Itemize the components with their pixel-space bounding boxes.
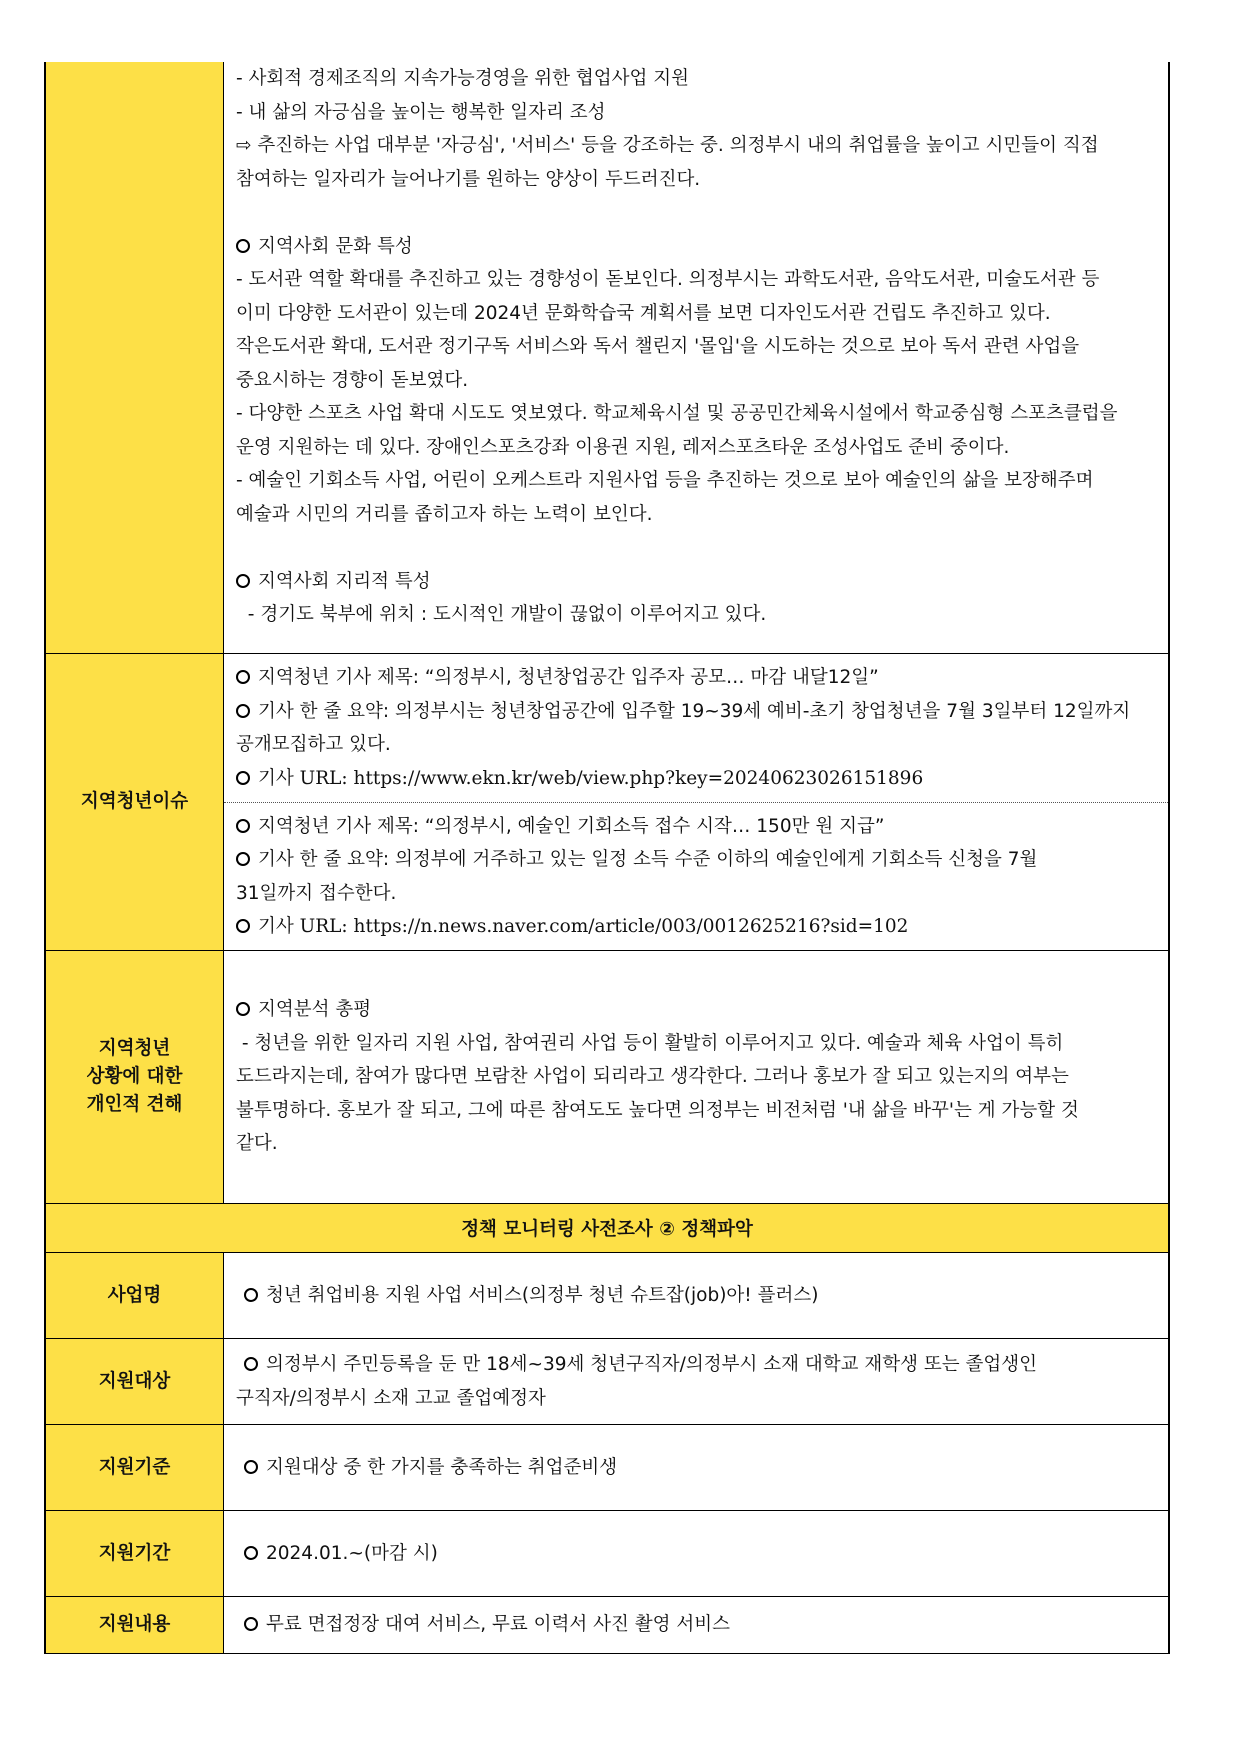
label-line: 지역청년 [98,1038,171,1060]
text-line: 불투명하다. 홍보가 잘 되고, 그에 따른 참여도도 높다면 의정부는 비전처럼 '내 삶을 바꾸'는 게 가능할 것 [236,1099,1079,1121]
circle-bullet-icon [236,852,250,866]
policy-content-text: 무료 면접정장 대여 서비스, 무료 이력서 사진 촬영 서비스 [266,1614,730,1636]
text-line: ⇨ 추진하는 사업 대부분 '자긍심', '서비스' 등을 강조하는 중. 의정부시 내의 취업률을 높이고 시민들이 직접 [236,135,1099,156]
geography-heading [236,565,1158,599]
policy-target-cont: 구직자/의정부시 소재 고교 졸업예정자 [236,1387,546,1409]
label-line: 상황에 대한 [86,1066,183,1088]
policy-period-text: 2024.01.~(마감 시) [266,1542,438,1564]
policy-criteria-content [224,1425,1168,1510]
analysis-heading [236,993,1158,1027]
spacer [236,196,1158,230]
youth-issue-row [44,654,1170,951]
policy-name-label: 사업명 [46,1253,224,1338]
article-1-summary-cont: 공개모집하고 있다. [236,734,391,755]
policy-section-heading: 정책 모니터링 사전조사 ② 정책파악 [44,1204,1170,1253]
policy-name [244,1279,1158,1313]
article-1-summary [236,695,1158,729]
youth-issue-content [224,654,1168,950]
policy-content-row [44,1597,1170,1654]
policy-name-content [224,1253,1168,1338]
label-cell-empty [46,62,224,653]
text-line: - 사회적 경제조직의 지속가능경영을 위한 협업사업 지원 [236,68,689,89]
text-line: - 경기도 북부에 위치 : 도시적인 개발이 끊없이 이루어지고 있다. [236,604,767,625]
document-table [44,62,1170,1654]
text-line: 이미 다양한 도서관이 있는데 2024년 문화학습국 계획서를 보면 디자인도서관 건립도 추진하고 있다. [236,302,1051,324]
region-characteristics-content [224,62,1168,653]
circle-bullet-icon [236,1002,250,1016]
circle-bullet-icon [236,771,250,785]
text-line: 운영 지원하는 데 있다. 장애인스포츠강좌 이용권 지원, 레저스포츠타운 조성사업도 준비 중이다. [236,436,1010,458]
culture-heading [236,230,1158,264]
region-characteristics-row [44,62,1170,654]
circle-bullet-icon [244,1288,258,1302]
article-1-url[interactable] [236,762,1158,796]
circle-bullet-icon [244,1546,258,1560]
circle-bullet-icon [236,670,250,684]
policy-target-text: 의정부시 주민등록을 둔 만 18세~39세 청년구직자/의정부시 소재 대학교 재학생 또는 졸업생인 [266,1354,1037,1375]
youth-issue-label: 지역청년이슈 [46,654,224,950]
article-2-url-text[interactable]: 기사 URL: https://n.news.naver.com/article/003/0012625216?sid=102 [258,916,909,937]
circle-bullet-icon [236,819,250,833]
policy-name-row [44,1253,1170,1339]
policy-target-content [224,1339,1168,1424]
circle-bullet-icon [236,919,250,933]
text-line: 작은도서관 확대, 도서관 정기구독 서비스와 독서 챌린지 '몰입'을 시도하는 것으로 보아 독서 관련 사업을 [236,336,1080,357]
policy-content-label: 지원내용 [46,1597,224,1653]
policy-criteria-text: 지원대상 중 한 가지를 충족하는 취업준비생 [266,1456,618,1478]
text-line: - 다양한 스포츠 사업 확대 시도도 엿보였다. 학교체육시설 및 공공민간체육시설에서 학교중심형 스포츠클럽을 [236,403,1118,424]
article-1-title-text: 지역청년 기사 제목: “의정부시, 청년창업공간 입주자 공모… 마감 내달12일” [258,667,879,688]
policy-period-content [224,1511,1168,1596]
article-1-url-text[interactable]: 기사 URL: https://www.ekn.kr/web/view.php?key=20240623026151896 [258,767,924,789]
circle-bullet-icon [244,1617,258,1631]
policy-target-label: 지원대상 [46,1339,224,1424]
circle-bullet-icon [236,704,250,718]
policy-period [244,1537,1158,1571]
policy-criteria-label: 지원기준 [46,1425,224,1510]
personal-view-content [224,951,1168,1203]
article-1-summary-text: 기사 한 줄 요약: 의정부시는 청년창업공간에 입주할 19~39세 예비-초기 창업청년을 7월 3일부터 12일까지 [258,700,1131,722]
article-2-summary-text: 기사 한 줄 요약: 의정부에 거주하고 있는 일정 소득 수준 이하의 예술인에게 기회소득 신청을 7월 [258,849,1038,870]
article-2-title [236,810,1158,844]
circle-bullet-icon [236,574,250,588]
text-line: 도드라지는데, 참여가 많다면 보람찬 사업이 되리라고 생각한다. 그러나 홍보가 잘 되고 있는지의 여부는 [236,1066,1069,1088]
policy-period-row [44,1511,1170,1597]
policy-target-row [44,1339,1170,1425]
geography-heading-text: 지역사회 지리적 특성 [258,570,431,592]
spacer [236,531,1158,565]
label-line: 개인적 견해 [86,1093,183,1115]
text-line: 참여하는 일자리가 늘어나기를 원하는 양상이 두드러진다. [236,168,701,190]
article-2-title-text: 지역청년 기사 제목: “의정부시, 예술인 기회소득 접수 시작… 150만 원 지급” [258,815,885,837]
article-1-title [236,661,1158,695]
circle-bullet-icon [244,1357,258,1371]
policy-content-content [224,1597,1168,1653]
text-line: - 청년을 위한 일자리 지원 사업, 참여권리 사업 등이 활발히 이루어지고 있다. 예술과 체육 사업이 특히 [236,1032,1064,1054]
analysis-heading-text: 지역분석 총평 [258,999,372,1021]
policy-period-label: 지원기간 [46,1511,224,1596]
circle-bullet-icon [236,239,250,253]
text-line: - 내 삶의 자긍심을 높이는 행복한 일자리 조성 [236,101,606,123]
personal-view-label [46,951,224,1203]
policy-criteria [244,1451,1158,1485]
circle-bullet-icon [244,1460,258,1474]
personal-view-row [44,951,1170,1204]
culture-heading-text: 지역사회 문화 특성 [258,235,413,257]
article-2 [224,802,1168,950]
article-2-summary-cont: 31일까지 접수한다. [236,882,397,904]
text-line: 예술과 시민의 거리를 좁히고자 하는 노력이 보인다. [236,503,653,525]
policy-criteria-row [44,1425,1170,1511]
article-1 [224,654,1168,802]
article-2-summary [236,843,1158,877]
text-line: - 도서관 역할 확대를 추진하고 있는 경향성이 돋보인다. 의정부시는 과학도서관, 음악도서관, 미술도서관 등 [236,269,1100,290]
policy-content [244,1608,1158,1642]
article-2-url[interactable] [236,910,1158,944]
policy-name-text: 청년 취업비용 지원 사업 서비스(의정부 청년 슈트잡(job)아! 플러스) [266,1284,819,1306]
text-line: 중요시하는 경향이 돋보였다. [236,369,469,391]
text-line: - 예술인 기회소득 사업, 어린이 오케스트라 지원사업 등을 추진하는 것으로 보아 예술인의 삶을 보장해주며 [236,470,1094,491]
policy-target [236,1348,1158,1382]
text-line: 같다. [236,1133,278,1155]
